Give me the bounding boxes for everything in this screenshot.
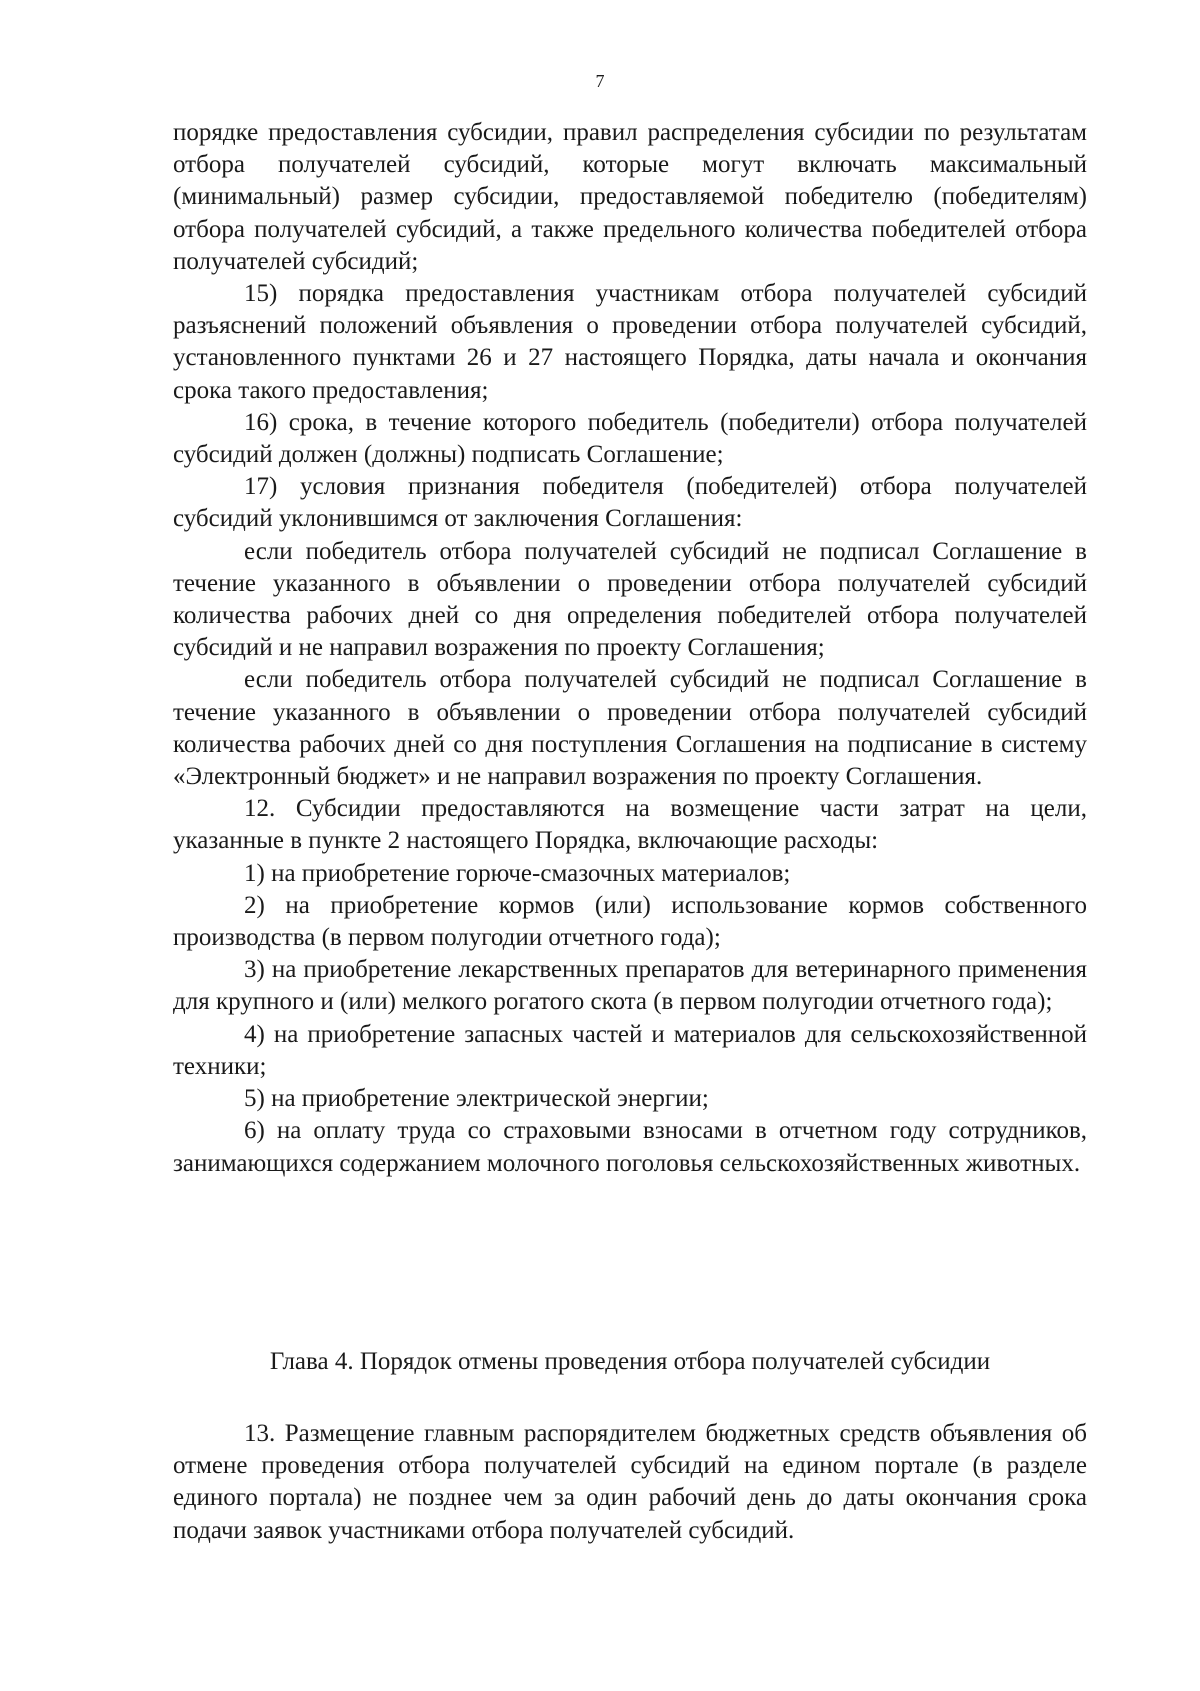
- page-number: 7: [595, 71, 605, 91]
- paragraph: 16) срока, в течение которого победитель (победители) отбора получателей субсидий должен (должны) подписать Соглашение;: [173, 408, 1087, 469]
- chapter-heading: Глава 4. Порядок отмены проведения отбора получателей субсидии: [269, 1348, 991, 1375]
- paragraph: 2) на приобретение кормов (или) использование кормов собственного производства (в первом полугодии отчетного года);: [173, 891, 1087, 952]
- final-paragraph-block: [173, 1418, 1087, 1547]
- paragraph: 3) на приобретение лекарственных препаратов для ветеринарного применения для крупного и (или) мелкого рогатого скота (в первом полугодии отчетного года);: [173, 956, 1087, 1016]
- paragraph: если победитель отбора получателей субсидий не подписал Соглашение в течение указанного в объявлении о проведении отбора получателей субсидий количества рабочих дней со дня поступления Соглашения на подписание в систему «Электронный бюджет» и не направил возражения по проекту Соглашения.: [173, 666, 1087, 791]
- paragraph: 17) условия признания победителя (победителей) отбора получателей субсидий уклонившимся от заключения Соглашения:: [173, 473, 1087, 533]
- paragraph: 1) на приобретение горюче-смазочных материалов;: [244, 859, 791, 887]
- paragraph: 15) порядка предоставления участникам отбора получателей субсидий разъяснений положений объявления о проведении отбора получателей субсидий, установленного пунктами 26 и 27 настоящего Порядка, даты начала и окончания срока такого предоставления;: [173, 280, 1087, 404]
- text-body: [173, 117, 1087, 1180]
- paragraph: 4) на приобретение запасных частей и материалов для сельскохозяйственной техники;: [173, 1020, 1087, 1080]
- paragraph: 12. Субсидии предоставляются на возмещение части затрат на цели, указанные в пункте 2 настоящего Порядка, включающие расходы:: [173, 795, 1087, 855]
- paragraph: если победитель отбора получателей субсидий не подписал Соглашение в течение указанного в объявлении о проведении отбора получателей субсидий количества рабочих дней со дня определения победителей отбора получателей субсидий и не направил возражения по проекту Соглашения;: [173, 537, 1087, 662]
- paragraph: порядке предоставления субсидии, правил распределения субсидии по результатам отбора получателей субсидий, которые могут включать максимальный (минимальный) размер субсидии, предоставляемой победителю (победителям) отбора получателей субсидий, а также предельного количества победителей отбора получателей субсидий;: [173, 119, 1087, 275]
- paragraph: 13. Размещение главным распорядителем бюджетных средств объявления об отмене проведения отбора получателей субсидий на едином портале (в разделе единого портала) не позднее чем за один рабочий день до даты окончания срока подачи заявок участниками отбора получателей субсидий.: [173, 1420, 1087, 1544]
- paragraph: 5) на приобретение электрической энергии;: [244, 1085, 709, 1113]
- paragraph: 6) на оплату труда со страховыми взносами в отчетном году сотрудников, занимающихся содержанием молочного поголовья сельскохозяйственных животных.: [173, 1117, 1087, 1177]
